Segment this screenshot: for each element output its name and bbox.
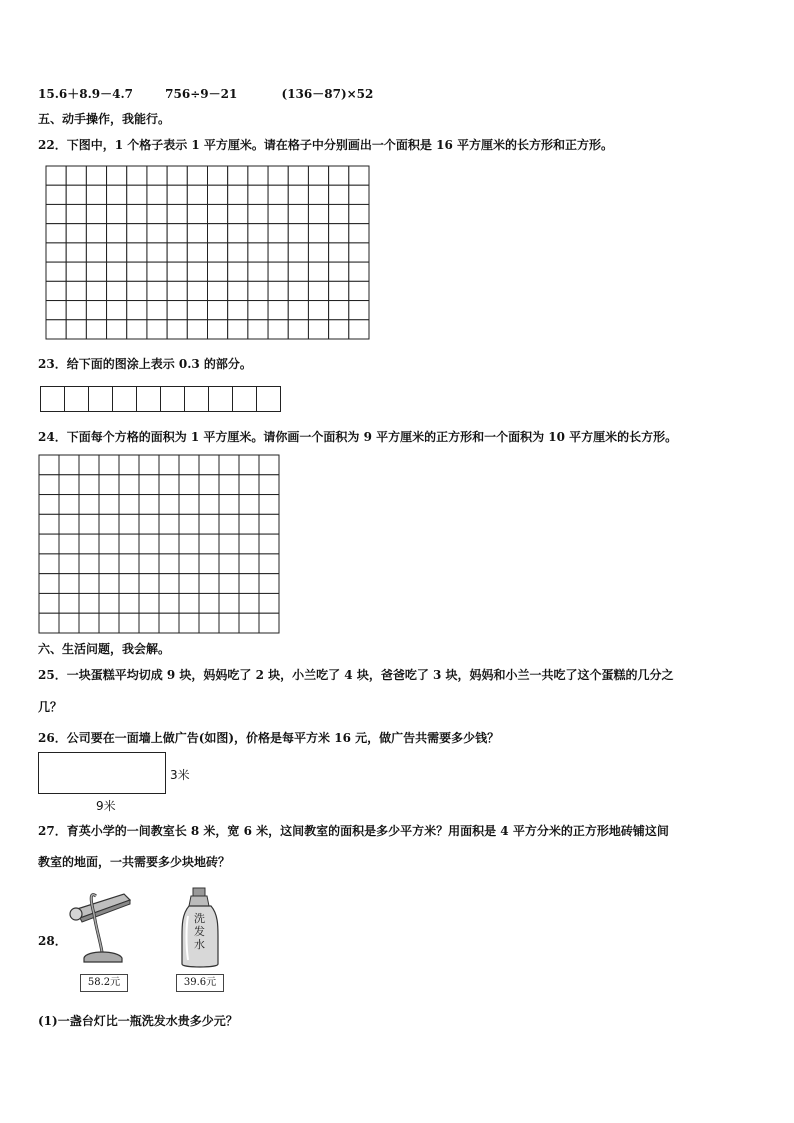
- question-26: 26．公司要在一面墙上做广告(如图)，价格是每平方米 16 元，做广告共需要多少钱？: [38, 731, 500, 745]
- q24-grid-cell[interactable]: [59, 554, 79, 574]
- question-28-sub-1: (1)一盏台灯比一瓶洗发水贵多少元？: [38, 1014, 238, 1028]
- q24-grid-cell[interactable]: [199, 514, 219, 534]
- q22-grid-cell[interactable]: [187, 301, 207, 320]
- q23-box[interactable]: [65, 387, 89, 411]
- section-6-title: 六、生活问题，我会解。: [38, 642, 171, 656]
- q22-grid-cell[interactable]: [86, 224, 106, 243]
- q24-grid-cell[interactable]: [59, 574, 79, 594]
- q24-grid-cell[interactable]: [179, 534, 199, 554]
- q24-grid-cell[interactable]: [119, 455, 139, 475]
- q22-grid-cell[interactable]: [248, 281, 268, 300]
- q24-grid-cell[interactable]: [139, 475, 159, 495]
- q24-grid-cell[interactable]: [159, 613, 179, 633]
- q22-grid-cell[interactable]: [167, 166, 187, 185]
- q24-grid-cell[interactable]: [99, 574, 119, 594]
- question-27-line-1: 27．育英小学的一间教室长 8 米，宽 6 米，这间教室的面积是多少平方米？用面积是 4 平方分米的正方形地砖铺这间: [38, 824, 669, 838]
- q22-grid-cell[interactable]: [288, 262, 308, 281]
- q22-grid-cell[interactable]: [66, 243, 86, 262]
- q22-grid-cell[interactable]: [329, 224, 349, 243]
- q22-grid-cell[interactable]: [329, 166, 349, 185]
- q22-grid-cell[interactable]: [228, 224, 248, 243]
- q24-grid-cell[interactable]: [219, 475, 239, 495]
- q24-grid-cell[interactable]: [199, 495, 219, 515]
- q24-grid-cell[interactable]: [39, 475, 59, 495]
- q22-grid-cell[interactable]: [46, 243, 66, 262]
- q24-grid-cell[interactable]: [99, 613, 119, 633]
- shampoo-price-tag: 39.6元: [176, 974, 224, 992]
- q22-grid-cell[interactable]: [86, 166, 106, 185]
- q22-grid-cell[interactable]: [66, 301, 86, 320]
- q23-box[interactable]: [257, 387, 281, 411]
- q22-grid-cell[interactable]: [248, 166, 268, 185]
- q22-grid-cell[interactable]: [248, 204, 268, 223]
- q22-grid-cell[interactable]: [147, 224, 167, 243]
- q23-box[interactable]: [137, 387, 161, 411]
- q22-grid-cell[interactable]: [268, 224, 288, 243]
- q22-grid-cell[interactable]: [268, 243, 288, 262]
- q24-grid-cell[interactable]: [139, 495, 159, 515]
- q22-grid-cell[interactable]: [187, 320, 207, 339]
- q23-box[interactable]: [233, 387, 257, 411]
- q24-grid-cell[interactable]: [199, 455, 219, 475]
- q24-grid-cell[interactable]: [159, 593, 179, 613]
- q22-grid-cell[interactable]: [288, 301, 308, 320]
- q22-grid-cell[interactable]: [127, 301, 147, 320]
- q22-grid-cell[interactable]: [66, 166, 86, 185]
- q24-grid-cell[interactable]: [79, 593, 99, 613]
- q22-grid-cell[interactable]: [107, 224, 127, 243]
- lamp-price-tag: 58.2元: [80, 974, 128, 992]
- q22-grid-cell[interactable]: [107, 301, 127, 320]
- q22-grid-cell[interactable]: [46, 281, 66, 300]
- q24-grid-cell[interactable]: [179, 495, 199, 515]
- q22-grid-cell[interactable]: [329, 281, 349, 300]
- q22-grid-cell[interactable]: [127, 320, 147, 339]
- q24-grid-cell[interactable]: [179, 554, 199, 574]
- q24-grid-cell[interactable]: [139, 534, 159, 554]
- q22-grid-cell[interactable]: [86, 204, 106, 223]
- q24-grid-cell[interactable]: [159, 475, 179, 495]
- q24-grid-cell[interactable]: [39, 574, 59, 594]
- q26-height-label: 3米: [170, 768, 190, 782]
- q22-grid-cell[interactable]: [208, 320, 228, 339]
- q22-grid-cell[interactable]: [187, 224, 207, 243]
- q22-grid-cell[interactable]: [248, 262, 268, 281]
- q24-grid-cell[interactable]: [139, 514, 159, 534]
- question-22: 22．下图中，1 个格子表示 1 平方厘米。请在格子中分别画出一个面积是 16 平方厘米的长方形和正方形。: [38, 138, 613, 152]
- q22-grid-cell[interactable]: [187, 243, 207, 262]
- q22-grid-cell[interactable]: [167, 243, 187, 262]
- q23-box[interactable]: [209, 387, 233, 411]
- q22-grid-cell[interactable]: [228, 320, 248, 339]
- q24-grid-cell[interactable]: [239, 593, 259, 613]
- q24-grid-cell[interactable]: [259, 593, 279, 613]
- q22-grid-cell[interactable]: [46, 224, 66, 243]
- question-27-line-2: 教室的地面，一共需要多少块地砖？: [38, 855, 231, 869]
- q22-grid-cell[interactable]: [308, 301, 328, 320]
- q22-grid-cell[interactable]: [147, 185, 167, 204]
- q22-grid-cell[interactable]: [329, 243, 349, 262]
- q22-grid-cell[interactable]: [308, 281, 328, 300]
- calc-expr-3: (136－87)×52: [281, 87, 374, 101]
- q24-grid-cell[interactable]: [199, 593, 219, 613]
- q22-grid-cell[interactable]: [228, 204, 248, 223]
- q22-grid-cell[interactable]: [288, 243, 308, 262]
- bottle-label: 洗发水: [194, 912, 205, 951]
- q24-grid-cell[interactable]: [259, 554, 279, 574]
- q22-grid-cell[interactable]: [349, 243, 369, 262]
- q24-grid-cell[interactable]: [259, 613, 279, 633]
- q24-grid-cell[interactable]: [99, 534, 119, 554]
- q22-grid-cell[interactable]: [228, 243, 248, 262]
- q24-grid-cell[interactable]: [119, 495, 139, 515]
- q24-grid-cell[interactable]: [219, 613, 239, 633]
- q23-box[interactable]: [185, 387, 209, 411]
- q22-grid-cell[interactable]: [349, 320, 369, 339]
- q24-grid-cell[interactable]: [259, 574, 279, 594]
- q22-grid-cell[interactable]: [288, 224, 308, 243]
- q22-grid-cell[interactable]: [187, 281, 207, 300]
- q22-grid-cell[interactable]: [127, 185, 147, 204]
- calc-expr-2: 756÷9－21: [165, 87, 238, 101]
- q24-grid-cell[interactable]: [59, 593, 79, 613]
- q22-grid-cell[interactable]: [268, 166, 288, 185]
- q22-grid-cell[interactable]: [329, 320, 349, 339]
- q23-box[interactable]: [113, 387, 137, 411]
- q22-grid-cell[interactable]: [187, 262, 207, 281]
- q24-grid-cell[interactable]: [179, 574, 199, 594]
- q26-wall-rectangle: [38, 752, 166, 794]
- q22-grid-cell[interactable]: [167, 224, 187, 243]
- q24-grid-cell[interactable]: [179, 613, 199, 633]
- q22-grid-cell[interactable]: [268, 281, 288, 300]
- q24-grid-cell[interactable]: [159, 455, 179, 475]
- q24-grid-cell[interactable]: [79, 613, 99, 633]
- q22-grid-cell[interactable]: [268, 204, 288, 223]
- q24-grid-cell[interactable]: [99, 514, 119, 534]
- q24-grid-cell[interactable]: [219, 495, 239, 515]
- q24-grid-cell[interactable]: [59, 495, 79, 515]
- q22-grid-cell[interactable]: [308, 185, 328, 204]
- q24-grid-cell[interactable]: [239, 574, 259, 594]
- q22-grid-cell[interactable]: [107, 185, 127, 204]
- q22-grid-cell[interactable]: [107, 166, 127, 185]
- q24-grid-cell[interactable]: [39, 534, 59, 554]
- q24-grid-cell[interactable]: [59, 475, 79, 495]
- q22-grid-cell[interactable]: [268, 301, 288, 320]
- q22-grid-cell[interactable]: [308, 243, 328, 262]
- q24-grid-cell[interactable]: [199, 475, 219, 495]
- q22-grid-cell[interactable]: [167, 185, 187, 204]
- q22-grid-cell[interactable]: [86, 262, 106, 281]
- q22-grid-cell[interactable]: [127, 204, 147, 223]
- q22-grid-cell[interactable]: [288, 320, 308, 339]
- q24-grid-cell[interactable]: [259, 495, 279, 515]
- q24-grid-cell[interactable]: [99, 593, 119, 613]
- q22-grid-cell[interactable]: [187, 204, 207, 223]
- q24-grid-cell[interactable]: [139, 455, 159, 475]
- q22-grid-cell[interactable]: [66, 262, 86, 281]
- q22-grid-cell[interactable]: [147, 166, 167, 185]
- question-28-number: 28．: [38, 934, 67, 948]
- q22-grid-cell[interactable]: [147, 281, 167, 300]
- q24-grid-cell[interactable]: [199, 574, 219, 594]
- q24-grid-cell[interactable]: [59, 455, 79, 475]
- q22-grid-cell[interactable]: [248, 301, 268, 320]
- q22-grid-cell[interactable]: [268, 185, 288, 204]
- q22-grid-cell[interactable]: [248, 224, 268, 243]
- q24-grid-cell[interactable]: [39, 613, 59, 633]
- q22-grid-cell[interactable]: [66, 204, 86, 223]
- q22-grid-cell[interactable]: [167, 204, 187, 223]
- q22-grid-cell[interactable]: [329, 185, 349, 204]
- q22-grid-cell[interactable]: [288, 204, 308, 223]
- q24-grid-cell[interactable]: [179, 593, 199, 613]
- q24-grid-cell[interactable]: [39, 495, 59, 515]
- q22-grid-svg[interactable]: [45, 165, 370, 340]
- q24-grid-cell[interactable]: [79, 455, 99, 475]
- q22-grid-cell[interactable]: [248, 320, 268, 339]
- q24-grid-cell[interactable]: [159, 495, 179, 515]
- q24-grid-cell[interactable]: [259, 475, 279, 495]
- q24-grid-cell[interactable]: [99, 554, 119, 574]
- q24-grid-cell[interactable]: [79, 574, 99, 594]
- q22-grid-cell[interactable]: [228, 301, 248, 320]
- q24-grid-cell[interactable]: [259, 514, 279, 534]
- q22-grid-cell[interactable]: [329, 262, 349, 281]
- q22-grid-cell[interactable]: [208, 243, 228, 262]
- q24-grid-cell[interactable]: [199, 613, 219, 633]
- q24-grid-cell[interactable]: [79, 514, 99, 534]
- q22-grid-cell[interactable]: [228, 281, 248, 300]
- q24-grid-cell[interactable]: [179, 455, 199, 475]
- q24-grid-cell[interactable]: [79, 534, 99, 554]
- q22-grid-cell[interactable]: [66, 281, 86, 300]
- q22-grid-cell[interactable]: [147, 320, 167, 339]
- desk-lamp-image: [66, 888, 136, 973]
- q22-grid-cell[interactable]: [228, 185, 248, 204]
- q22-grid-cell[interactable]: [167, 281, 187, 300]
- q22-grid-cell[interactable]: [46, 301, 66, 320]
- q24-grid-cell[interactable]: [59, 613, 79, 633]
- q22-grid-cell[interactable]: [349, 204, 369, 223]
- q22-grid-cell[interactable]: [288, 166, 308, 185]
- q22-grid-cell[interactable]: [288, 281, 308, 300]
- q24-grid-cell[interactable]: [219, 455, 239, 475]
- desk-lamp-icon: [66, 888, 136, 970]
- q24-grid-cell[interactable]: [239, 613, 259, 633]
- q24-grid-cell[interactable]: [199, 554, 219, 574]
- q24-grid-cell[interactable]: [39, 514, 59, 534]
- q22-grid-cell[interactable]: [349, 301, 369, 320]
- q24-grid-cell[interactable]: [39, 554, 59, 574]
- q22-grid-cell[interactable]: [147, 243, 167, 262]
- q22-grid-cell[interactable]: [268, 262, 288, 281]
- q24-grid-cell[interactable]: [139, 574, 159, 594]
- q22-grid-cell[interactable]: [308, 320, 328, 339]
- q22-grid-cell[interactable]: [107, 243, 127, 262]
- q22-grid-cell[interactable]: [308, 262, 328, 281]
- q24-grid-cell[interactable]: [59, 514, 79, 534]
- calc-expr-1: 15.6＋8.9－4.7: [38, 87, 133, 101]
- q24-grid-cell[interactable]: [239, 495, 259, 515]
- q24-grid-cell[interactable]: [79, 554, 99, 574]
- q24-grid-cell[interactable]: [219, 574, 239, 594]
- q22-grid-cell[interactable]: [127, 262, 147, 281]
- q24-grid-cell[interactable]: [259, 534, 279, 554]
- q24-grid-cell[interactable]: [239, 475, 259, 495]
- q22-grid-cell[interactable]: [208, 281, 228, 300]
- q22-grid-cell[interactable]: [167, 320, 187, 339]
- q22-grid-cell[interactable]: [127, 224, 147, 243]
- q22-grid-cell[interactable]: [147, 301, 167, 320]
- q22-grid-cell[interactable]: [66, 185, 86, 204]
- q22-grid-cell[interactable]: [46, 320, 66, 339]
- q22-grid-cell[interactable]: [107, 204, 127, 223]
- q24-grid-cell[interactable]: [159, 514, 179, 534]
- q23-box-strip[interactable]: [40, 386, 281, 412]
- q24-grid-cell[interactable]: [239, 514, 259, 534]
- q24-grid-cell[interactable]: [39, 593, 59, 613]
- q22-grid-cell[interactable]: [167, 262, 187, 281]
- q22-grid-cell[interactable]: [329, 301, 349, 320]
- q24-grid-cell[interactable]: [219, 514, 239, 534]
- q22-grid-cell[interactable]: [167, 301, 187, 320]
- q24-grid-cell[interactable]: [119, 593, 139, 613]
- q24-grid-cell[interactable]: [79, 495, 99, 515]
- q24-grid-cell[interactable]: [119, 514, 139, 534]
- q22-grid-cell[interactable]: [308, 166, 328, 185]
- q26-width-label: 9米: [96, 799, 116, 813]
- q24-grid-cell[interactable]: [179, 514, 199, 534]
- q23-box[interactable]: [161, 387, 185, 411]
- q24-grid-cell[interactable]: [139, 613, 159, 633]
- q22-grid-cell[interactable]: [127, 243, 147, 262]
- q24-grid-cell[interactable]: [119, 475, 139, 495]
- q24-grid-svg[interactable]: [38, 454, 280, 634]
- q24-grid-cell[interactable]: [39, 455, 59, 475]
- q24-grid-cell[interactable]: [219, 554, 239, 574]
- q22-grid-cell[interactable]: [46, 185, 66, 204]
- q24-grid-cell[interactable]: [159, 554, 179, 574]
- q24-grid-cell[interactable]: [179, 475, 199, 495]
- q24-grid-cell[interactable]: [159, 534, 179, 554]
- calc-row: [38, 85, 373, 102]
- q22-grid-cell[interactable]: [66, 320, 86, 339]
- q22-grid-cell[interactable]: [107, 281, 127, 300]
- q23-box[interactable]: [41, 387, 65, 411]
- q22-grid-cell[interactable]: [208, 185, 228, 204]
- q22-grid-cell[interactable]: [187, 166, 207, 185]
- q22-grid-cell[interactable]: [86, 243, 106, 262]
- q22-grid-cell[interactable]: [349, 185, 369, 204]
- q22-grid-cell[interactable]: [107, 320, 127, 339]
- q22-grid-cell[interactable]: [147, 204, 167, 223]
- q22-grid-cell[interactable]: [127, 281, 147, 300]
- q22-grid-cell[interactable]: [66, 224, 86, 243]
- q22-grid-cell[interactable]: [228, 262, 248, 281]
- q22-grid-cell[interactable]: [349, 262, 369, 281]
- question-23: 23．给下面的图涂上表示 0.3 的部分。: [38, 357, 252, 371]
- q22-grid-cell[interactable]: [349, 166, 369, 185]
- q22-grid-cell[interactable]: [208, 204, 228, 223]
- question-25-line-2: 几？: [38, 700, 63, 714]
- q22-grid-cell[interactable]: [86, 320, 106, 339]
- q24-grid-cell[interactable]: [99, 495, 119, 515]
- q24-grid-cell[interactable]: [239, 554, 259, 574]
- section-5-title: 五、动手操作，我能行。: [38, 112, 171, 126]
- q22-grid-cell[interactable]: [208, 166, 228, 185]
- q22-grid-cell[interactable]: [308, 224, 328, 243]
- q22-grid-cell[interactable]: [208, 301, 228, 320]
- q22-grid-cell[interactable]: [349, 224, 369, 243]
- q22-grid-cell[interactable]: [86, 281, 106, 300]
- q22-grid-cell[interactable]: [208, 262, 228, 281]
- q22-grid-cell[interactable]: [308, 204, 328, 223]
- q24-grid-cell[interactable]: [119, 554, 139, 574]
- q24-grid-cell[interactable]: [119, 534, 139, 554]
- q22-grid-cell[interactable]: [248, 243, 268, 262]
- q22-grid-cell[interactable]: [288, 185, 308, 204]
- q24-grid-cell[interactable]: [59, 534, 79, 554]
- q22-grid-cell[interactable]: [86, 185, 106, 204]
- q24-grid-cell[interactable]: [99, 455, 119, 475]
- q22-grid-cell[interactable]: [86, 301, 106, 320]
- q24-grid-cell[interactable]: [99, 475, 119, 495]
- q22-grid-cell[interactable]: [46, 262, 66, 281]
- q22-grid-cell[interactable]: [349, 281, 369, 300]
- q24-grid-cell[interactable]: [199, 534, 219, 554]
- q24-grid-cell[interactable]: [139, 593, 159, 613]
- question-25-line-1: 25．一块蛋糕平均切成 9 块，妈妈吃了 2 块，小兰吃了 4 块，爸爸吃了 3 块，妈妈和小兰一共吃了这个蛋糕的几分之: [38, 668, 674, 682]
- q22-grid-cell[interactable]: [187, 185, 207, 204]
- q22-grid-cell[interactable]: [228, 166, 248, 185]
- q22-grid-cell[interactable]: [268, 320, 288, 339]
- q22-grid-cell[interactable]: [107, 262, 127, 281]
- q22-grid-cell[interactable]: [127, 166, 147, 185]
- q22-grid-cell[interactable]: [46, 204, 66, 223]
- q24-grid-cell[interactable]: [159, 574, 179, 594]
- q22-grid-cell[interactable]: [329, 204, 349, 223]
- q24-grid-cell[interactable]: [239, 534, 259, 554]
- q22-grid-cell[interactable]: [46, 166, 66, 185]
- q24-grid-cell[interactable]: [219, 593, 239, 613]
- q24-grid-cell[interactable]: [259, 455, 279, 475]
- q23-box[interactable]: [89, 387, 113, 411]
- question-24: 24．下面每个方格的面积为 1 平方厘米。请你画一个面积为 9 平方厘米的正方形和一个面积为 10 平方厘米的长方形。: [38, 430, 678, 444]
- q22-grid[interactable]: [45, 165, 370, 340]
- q22-grid-cell[interactable]: [147, 262, 167, 281]
- q22-grid-cell[interactable]: [208, 224, 228, 243]
- q24-grid-cell[interactable]: [79, 475, 99, 495]
- q24-grid-cell[interactable]: [119, 613, 139, 633]
- q24-grid-cell[interactable]: [119, 574, 139, 594]
- q24-grid-cell[interactable]: [219, 534, 239, 554]
- q24-grid[interactable]: [38, 454, 280, 634]
- q24-grid-cell[interactable]: [139, 554, 159, 574]
- q22-grid-cell[interactable]: [248, 185, 268, 204]
- q24-grid-cell[interactable]: [239, 455, 259, 475]
